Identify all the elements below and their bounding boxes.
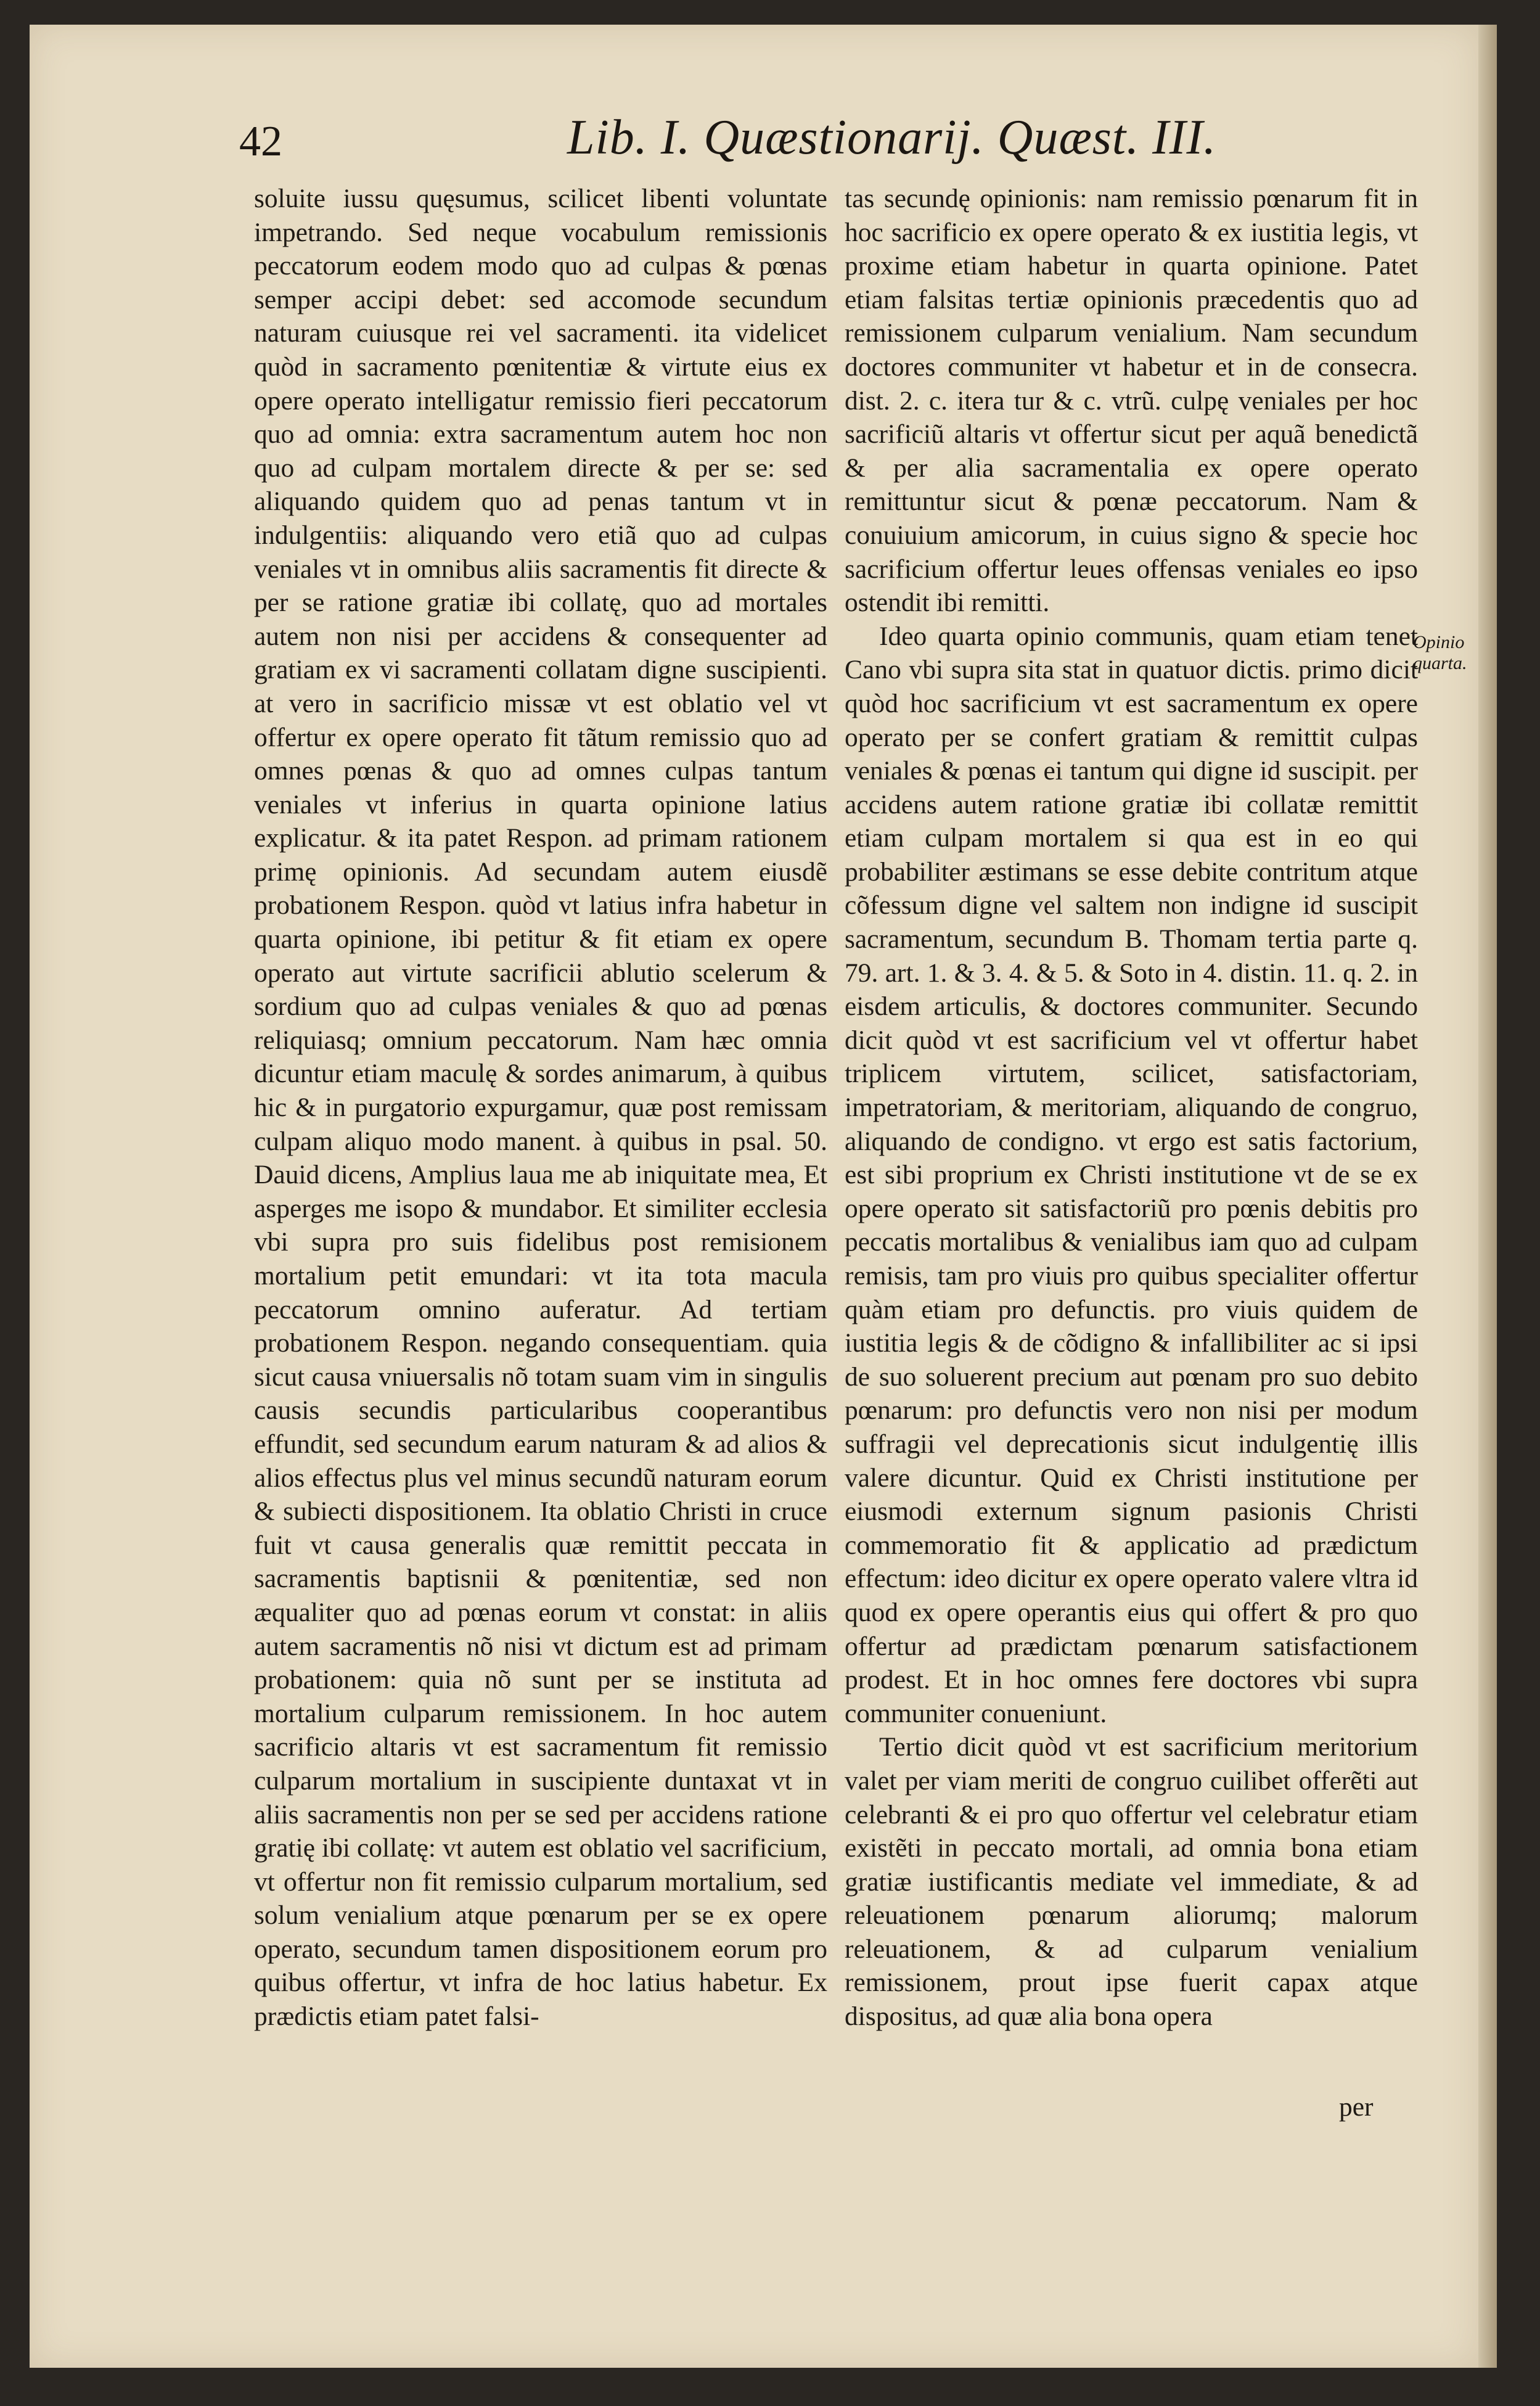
right-paragraph: Ideo quarta opinio communis, quam etiam tenet Cano vbi supra sita stat in quatuor dictis. primo dicit quòd hoc sacrificium vt est sacramentum ex opere operato per se confert gratiam & remittit culpas veniales & pœnas ei tantum qui digne id suscipit. per accidens autem ratione gratiæ ibi collatæ remittit etiam culpam mortalem si qua est in eo qui probabiliter æstimans se esse debite contritum atque cõfessum digne vel saltem non indigne id suscipit sacramentum, secundum B. Thomam tertia parte q. 79. art. 1. & 3. 4. & 5. & Soto in 4. distin. 11. q. 2. in eisdem articulis, & doctores communiter. Secundo dicit quòd vt est sacrificium vel vt offertur habet triplicem virtutem, scilicet, satisfactoriam, impetratoriam, & meritoriam, aliquando de congruo, aliquando de condigno. vt ergo est satis factorium, est sibi proprium ex Christi institutione vt de se ex opere operato sit satisfactoriũ pro pœnis debitis pro peccatis mortalibus & venialibus iam quo ad culpam remisis, tam pro viuis pro quibus specialiter offertur quàm etiam pro defunctis. pro viuis quidem de iustitia legis & de cõdigno & infallibiliter ac si ipsi de suo soluerent precium aut pœnam pro suo debito pœnarum: pro defunctis vero non nisi per modum suffragii vel deprecationis sicut indulgentię illis valere dicuntur. Quid ex Christi institutione per eiusmodi externum signum pasionis Christi commemoratio fit & applicatio ad prædictum effectum: ideo dicitur ex opere operato valere vltra id quod ex opere operantis eius qui offert & pro quo offertur ad prædictam pœnarum satisfactionem prodest. Et in hoc omnes fere doctores vbi supra communiter conueniunt. bbox=[845, 621, 1418, 1728]
right-paragraph: Tertio dicit quòd vt est sacrificium meritorium valet per viam meriti de congruo cuilibet offerẽti aut celebranti & ei pro quo offertur vel celebratur etiam existẽti in peccato mortali, ad omnia bona etiam gratiæ iustificantis mediate vel immediate, & ad releuationem pœnarum aliorumq; malorum releuationem, & ad culparum venialium remissionem, prout ipse fuerit capax atque dispositus, ad quæ alia bona opera bbox=[845, 1732, 1418, 2032]
left-paragraph: soluite iussu quęsumus, scilicet libenti voluntate impetrando. Sed neque vocabulum remissionis peccatorum eodem modo quo ad culpas & pœnas semper accipi debet: sed accomode secundum naturam cuiusque rei vel sacramenti. ita videlicet quòd in sacramento pœnitentiæ & virtute eius ex opere operato intelligatur remissio fieri peccatorum quo ad omnia: extra sacramentum autem hoc non quo ad culpam mortalem directe & per se: sed aliquando quidem quo ad penas tantum vt in indulgentiis: aliquando vero etiã quo ad culpas veniales vt in omnibus aliis sacramentis fit directe & per se ratione gratiæ ibi collatę, quo ad mortales autem non nisi per accidens & consequenter ad gratiam ex vi sacramenti collatam digne suscipienti. at vero in sacrificio missæ vt est oblatio vel vt offertur ex opere operato fit tãtum remissio quo ad omnes pœnas & quo ad omnes culpas tantum veniales vt inferius in quarta opinione latius explicatur. & ita patet Respon. ad primam rationem primę opinionis. Ad secundam autem eiusdẽ probationem Respon. quòd vt latius infra habetur in quarta opinione, ibi petitur & fit etiam ex opere operato aut virtute sacrificii ablutio scelerum & sordium quo ad culpas veniales & quo ad pœnas reliquiasq; omnium peccatorum. Nam hæc omnia dicuntur etiam maculę & sordes animarum, à quibus hic & in purgatorio expurgamur, quæ post remissam culpam aliquo modo manent. à quibus in psal. 50. Dauid dicens, Amplius laua me ab iniquitate mea, Et asperges me isopo & mundabor. Et similiter ecclesia vbi supra pro suis fidelibus post remisionem mortalium petit emundari: vt ita tota macula peccatorum omnino auferatur. Ad tertiam probationem Respon. negando consequentiam. quia sicut causa vniuersalis nõ totam suam vim in singulis causis secundis particularibus cooperantibus effundit, sed secundum earum naturam & ad alios & alios effectus plus vel minus secundũ naturam eorum & subiecti dispositionem. Ita oblatio Christi in cruce fuit vt causa generalis quæ remittit peccata in sacramentis baptisnii & pœnitentiæ, sed non æqualiter quo ad pœnas eorum vt constat: in aliis autem sacramentis nõ nisi vt dictum est ad primam probationem: quia nõ sunt per se instituta ad mortalium culparum remissionem. In hoc autem sacrificio altaris vt est sacramentum fit remissio culparum mortalium in suscipiente duntaxat vt in aliis sacramentis non per se sed per accidens ratione gratię ibi collatę: vt autem est oblatio vel sacrificium, vt offertur non fit remissio culparum mortalium, sed solum venialium atque pœnarum per se ex opere operato, secundum tamen dispositionem eorum pro quibus offertur, vt infra de hoc latius habetur. Ex prædictis etiam patet falsi- bbox=[254, 184, 827, 2032]
page-edge bbox=[1478, 25, 1497, 2368]
left-text-column bbox=[254, 182, 827, 2034]
marginal-note: Opinio quarta. bbox=[1413, 632, 1467, 673]
running-head: Lib. I. Quæstionarij. Quæst. III. bbox=[567, 110, 1217, 165]
right-text-column bbox=[845, 182, 1418, 2034]
page-number: 42 bbox=[239, 118, 282, 165]
catchword: per bbox=[1339, 2092, 1374, 2122]
right-paragraph: tas secundę opinionis: nam remissio pœnarum fit in hoc sacrificio ex opere operato & ex iustitia legis, vt proxime etiam habetur in quarta opinione. Patet etiam falsitas tertiæ opinionis præcedentis quo ad remissionem culparum venialium. Nam secundum doctores communiter vt habetur et in de consecra. dist. 2. c. itera tur & c. vtrũ. culpę veniales per hoc sacrificiũ altaris vt offertur sicut per aquã benedictã & per alia sacramentalia ex opere operato remittuntur sicut & pœnæ peccatorum. Nam & conuiuium amicorum, in cuius signo & specie hoc sacrificium offertur leues offensas veniales eo ipso ostendit ibi remitti. bbox=[845, 184, 1418, 618]
